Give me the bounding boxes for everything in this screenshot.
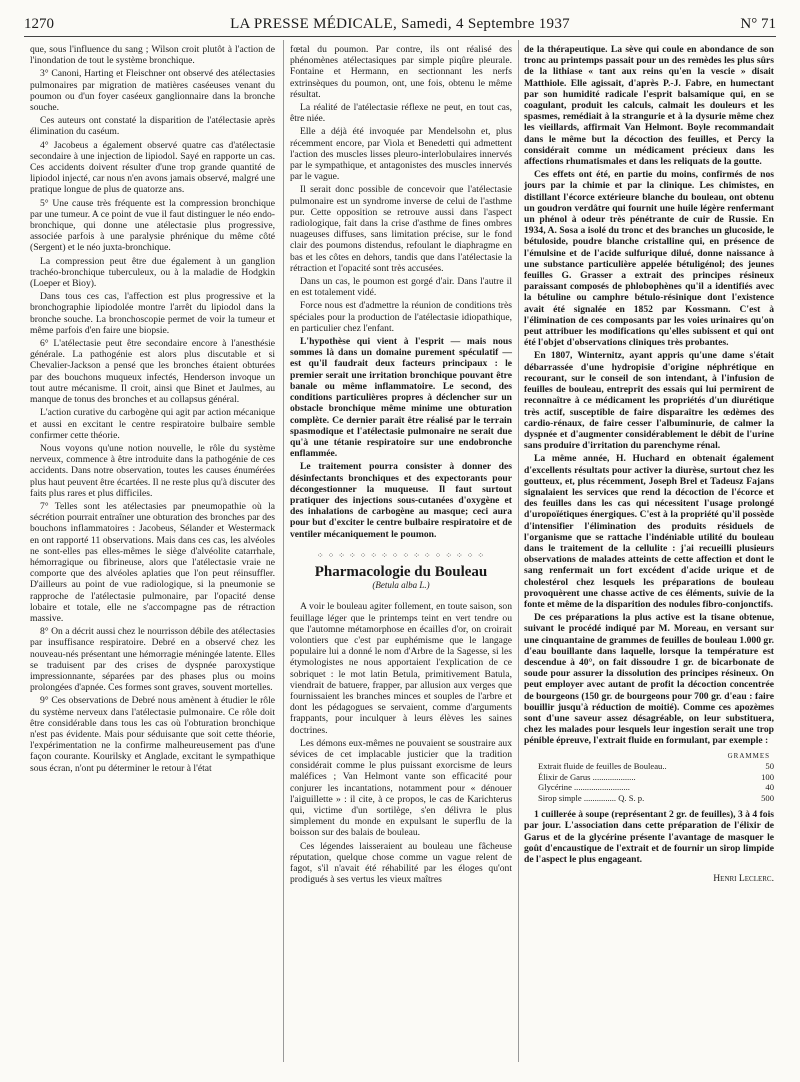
- section-ornament: ⁘ ⁘ ⁘ ⁘ ⁘ ⁘ ⁘ ⁘ ⁘ ⁘ ⁘ ⁘ ⁘ ⁘ ⁘ ⁘: [316, 550, 486, 560]
- paragraph: 1 cuillerée à soupe (représentant 2 gr. de feuilles), 3 à 4 fois par jour. L'association dans cette préparation de l'élixir de Garus et de la glycérine présente l'avantage de masquer le goût d'encaustique de l'extrait et de fournir un sirop limpide de l'aspect le plus engageant.: [524, 809, 774, 865]
- journal-title: LA PRESSE MÉDICALE, Samedi, 4 Septembre 1937: [230, 16, 570, 32]
- paragraph: Dans tous ces cas, l'affection est plus progressive et la bronchographie lipiodolée montre l'arrêt du lipiodol dans la bronche souche. La bronchoscopie permet de voir la tumeur et même parfois d'en faire une biopsie.: [30, 291, 275, 336]
- header-rule: [24, 36, 776, 37]
- paragraph: Ces effets ont été, en partie du moins, confirmés de nos jours par la chimie et par la clinique. Les chimistes, en distillant l'écorce extérieure blanche du bouleau, ont obtenu un goudron verdâtre qui fournit une huile légère renfermant un phénol à odeur très pénétrante de cuir de Russie. En 1934, A. Sosa a isolé du tronc et des branches un glucoside, le bétuloside, poudre blanche cristalline qui, en présence de l'émulsine et de l'acide sulfurique dilué, donne naissance à une substance particulière appelée bétuligénol; des jeunes feuilles G. Grasser a extrait des principes résineux paraissant composés de phlobophènes qu'il a identifiés avec la bétuline ou camphre bétulo-résinique dont l'existence avait été signalée en 1852 par Kossmann. C'est à l'élimination de ces composants par les voies urinaires qu'on peut attribuer les modifications qu'elles subissent et qui ont été l'objet d'observations cliniques très probantes.: [524, 169, 774, 349]
- page-number: 1270: [24, 16, 54, 32]
- paragraph: Dans un cas, le poumon est gorgé d'air. Dans l'autre il en est totalement vidé.: [290, 276, 512, 299]
- unit-header: GRAMMES: [727, 751, 770, 760]
- column-left: [30, 44, 275, 776]
- paragraph: L'action curative du carbogène qui agit par action mécanique et aussi en excitant le centre respiratoire bulbaire semble confirmer cette théorie.: [30, 407, 275, 441]
- paragraph: que, sous l'influence du sang ; Wilson croit plutôt à l'action de l'inondation de tout le système bronchique.: [30, 44, 275, 67]
- article-subtitle: (Betula alba L.): [372, 580, 430, 591]
- paragraph: Le traitement pourra consister à donner des désinfectants bronchiques et des expectorants pour décongestionner la muqueuse. Il faut surtout pratiquer des injections sous-cutanées d'oxygène et des inhalations de carbogène au masque; ceci aura pour but d'exciter le centre bulbaire respiratoire et de ventiler mécaniquement le poumon.: [290, 461, 512, 540]
- column-divider: [283, 40, 284, 1062]
- paragraph: Il serait donc possible de concevoir que l'atélectasie pulmonaire est un syndrome inverse de celui de l'asthme pur. Cette opposition se retrouve aussi dans l'aspect radiologique, fait dans la crise d'asthme de fines ombres nuageuses diffuses, sans limitation précise, sur le fond clair des poumons distendus, refoulant le diaphragme en bas et les côtes en dehors, tandis que dans l'atélectasie la rétraction et l'opacité sont très accusées.: [290, 184, 512, 274]
- column-right: [524, 44, 774, 886]
- paragraph: Ces légendes laisseraient au bouleau une fâcheuse réputation, quelque chose comme un vague relent de fagot, s'il n'avait été réhabilité par les éloges qu'ont prodigués à ses vertus les vieux maîtres: [290, 840, 512, 886]
- prescription-row: Glycérine .......................... 40: [538, 782, 774, 793]
- paragraph: Les démons eux-mêmes ne pouvaient se soustraire aux sévices de cet implacable justicier que la tradition considérait comme le plus puissant exorcisme de leurs maléfices ; Van Helmont vante son efficacité pour conjurer les incantations, notamment pour « dénouer l'aiguillette » : il cite, à ce propos, le cas de Karichterus qui, victime d'un sortilège, s'en délivra le plus simplement du monde en expulsant le superflu de la boisson sur des balais de bouleau.: [290, 737, 512, 839]
- paragraph: Nous voyons qu'une notion nouvelle, le rôle du système nerveux, commence à être introduite dans la pathogénie de ces accidents. Dans notre observation, toutes les causes énumérées plus haut peuvent être écartées. Il ne reste plus qu'à discuter des faits plus rares et plus difficiles.: [30, 442, 275, 499]
- paragraph: 9° Ces observations de Debré nous amènent à étudier le rôle du système nerveux dans l'atélectasie pulmonaire. Ce rôle doit être considérable dans tous les cas où l'obturation bronchique n'est pas évidente. Mais pour séduisante que soit cette théorie, l'expérimentation ne la confirme malheureusement pas d'une façon courante. Kourilsky et Anglade, excitant le sympathique sous écran, n'ont pu déterminer le retour à l'état: [30, 695, 275, 774]
- paragraph: 8° On a décrit aussi chez le nourrisson débile des atélectasies par insuffisance respiratoire. Debré en a observé chez les nouveau-nés présentant une hémorragie méningée latente. Elles se traduisent par des crises de dyspnée paroxystique impressionnante, séparées par des phases plus ou moins prolongées d'apnée. Ces formes sont graves, souvent mortelles.: [30, 626, 275, 694]
- prescription-row: Élixir de Garus .................... 100: [538, 771, 774, 782]
- column-divider: [518, 40, 519, 1062]
- paragraph: Force nous est d'admettre la réunion de conditions très spéciales pour la production de l'atélectasie idiopathique, en particulier chez l'enfant.: [290, 300, 512, 334]
- article-title: Pharmacologie du Bouleau: [314, 563, 488, 580]
- paragraph: 7° Telles sont les atélectasies par pneumopathie où la sécrétion pourrait entraîner une obturation des bronches par des bouchons inflammatoires : Jacobeus, Sélander et Westermack en ont rapporté 11 observations. Mais dans ces cas, les alvéoles ne sont-elles pas elles-mêmes le siège d'alvéolite catarrhale, hémorragique ou fibrineuse, alors que l'atélectasie vraie ne comporte que des alvéoles aplaties que l'on peut réinsuffler. D'ailleurs au point de vue radiologique, si la pneumonie se rapproche de l'atélectasie pulmonaire, par l'opacité dense lobaire et totale, elle ne s'accompagne pas de rétraction massive.: [30, 500, 275, 624]
- prescription-row: Sirop simple ............... Q. S. p. 500: [538, 792, 774, 803]
- paragraph: A voir le bouleau agiter follement, en toute saison, son feuillage léger que le printemps teint en vert tendre ou que l'automne métamorphose en écailles d'or, on croirait volontiers que c'est par euphémisme que le langage populaire lui a donné le nom d'Arbre de la Sagesse, si les étymologistes ne nous apportaient l'explication de ce sobriquet : le mot latin Betula, primitivement Batula, viendrait de batuere, frapper, par allusion aux verges que fournissaient les branches minces et souples de l'arbre et dont les pédagogues se servaient, comme d'arguments frappants, pour inculquer à leurs élèves les saines doctrines.: [290, 601, 512, 736]
- column-middle: [290, 44, 512, 887]
- issue-number: N° 71: [740, 16, 776, 32]
- paragraph: Elle a déjà été invoquée par Mendelsohn et, plus récemment encore, par Viola et Benedetti qui admettent l'action des muscles lisses pleuro-interlobulaires innervés par le sympathique, et antagonistes des muscles innervés par le vague.: [290, 126, 512, 183]
- paragraph: de la thérapeutique. La sève qui coule en abondance de son tronc au printemps passait pour un des remèdes les plus sûrs de la lithiase « tant aux reins qu'en la vescie » disait Matthiole. Elle agissait, d'après P.-J. Fabre, en humectant par son humidité radicale l'esprit balsamique qui, en se coagulant, produit les calculs, calmait les douleurs et les spasmes, remédiait à la strangurie et à la dysurie même chez les vieillards, affirmait Van Helmont. Boyle recommandait dans le même but la décoction des feuilles, et Percy la considérait comme un médicament précieux dans les affections rhumatismales et dans les reliquats de la goutte.: [524, 44, 774, 168]
- paragraph: L'hypothèse qui vient à l'esprit — mais nous sommes là dans un domaine purement spéculatif — est qu'il faudrait deux facteurs principaux : le premier serait une irritation bronchique pouvant être banale ou même inflammatoire. Le second, des conditions particulières propres à déclencher sur un obstacle bronchique même minime une obturation complète. Ce dernier paraît être réalisé par le terrain spasmodique et l'atélectasie pulmonaire ne serait due qu'à une tétanie respiratoire sur une endobronche enflammée.: [290, 336, 512, 460]
- paragraph: De ces préparations la plus active est la tisane obtenue, suivant le procédé indiqué par M. Moreau, en versant sur une cinquantaine de grammes de feuilles de bouleau 1.000 gr. d'eau bouillante dans laquelle, lorsque la température est descendue à 40°, on fait dissoudre 1 gr. de bicarbonate de soude pour assurer la dissolution des principes résineux. On peut employer avec autant de profit la décoction concentrée de bourgeons (150 gr. de bourgeons pour 700 gr. d'eau : faire bouillir jusqu'à réduction de moitié). Comme ces apozèmes sont d'une saveur assez désagréable, on leur substituera, chez les malades pour lesquels leur ingestion serait une trop pénible épreuve, l'extrait fluide en formulant, par exemple :: [524, 612, 774, 747]
- paragraph: Ces auteurs ont constaté la disparition de l'atélectasie après élimination du caséum.: [30, 115, 275, 138]
- paragraph: La même année, H. Huchard en obtenait également d'excellents résultats pour activer la diurèse, surtout chez les goutteux, et, plus récemment, Joseph Brel et Tadeusz Fajans signalaient les services que rend la décoction de l'écorce et des feuilles dans les cas qui nécessitent l'usage prolongé d'uropoïétiques énergiques. C'est à la propriété qu'il possède d'intensifier l'élimination des produits résiduels de l'organisme que se rattache l'indéniable utilité du bouleau dans le traitement de la cellulite : j'ai recueilli plusieurs observations de malades atteints de cette affection et dont le sang renfermait un fort excédent d'acide urique et de cholestérol chez lesquels les préparations de bouleau provoquèrent une chasse active de ces éléments, suivie de la fonte et même de la disparition des nodules fibro-conjonctifs.: [524, 453, 774, 610]
- paragraph: 3° Canoni, Harting et Fleischner ont observé des atélectasies pulmonaires par migration de matières caséeuses venant du poumon ou d'un foyer caséeux ganglionnaire dans la bronche souche.: [30, 68, 275, 114]
- paragraph: La réalité de l'atélectasie réflexe ne peut, en tout cas, être niée.: [290, 102, 512, 125]
- paragraph: fœtal du poumon. Par contre, ils ont réalisé des phénomènes atélectasiques par simple piqûre pleurale. Fontaine et Hermann, en sectionnant les nerfs extrinsèques du poumon, ont, une fois, obtenu le même résultat.: [290, 44, 512, 100]
- prescription-table: [538, 751, 774, 804]
- paragraph: La compression peut être due également à un ganglion trachéo-bronchique tuberculeux, ou à la maladie de Hodgkin (Loeper et Bioy).: [30, 255, 275, 290]
- author-signature: Henri Leclerc.: [713, 873, 774, 885]
- paragraph: 6° L'atélectasie peut être secondaire encore à l'anesthésie générale. La pathogénie est alors plus discutable et si Chevalier-Jackson a pensé que les bronches étaient obturées par des bouchons muqueux infectés, Henderson invoque un tout autre mécanisme. Il croit, ainsi que Binet et Jaulmes, au manque de tonus des bronches et au collapsus général.: [30, 338, 275, 406]
- paragraph: En 1807, Winternitz, ayant appris qu'une dame s'était débarrassée d'une hydropisie d'origine néphrétique en recourant, sur le conseil de son intendant, à l'infusion de feuilles de bouleau, entreprit des essais qui lui permirent de reconnaître à ce médicament les propriétés d'un diurétique très actif, susceptible de faire disparaître les œdèmes des cardio-rénaux, de faire cesser l'albuminurie, de calmer la dyspnée et d'augmenter considérablement le débit de l'urine sans produire d'irritation du parenchyme rénal.: [524, 350, 774, 452]
- prescription-row: Extrait fluide de feuilles de Bouleau.. 50: [538, 761, 774, 772]
- paragraph: 4° Jacobeus a également observé quatre cas d'atélectasie secondaire à une injection de lipiodol. Sayé en rapporte un cas. Ces accidents doivent résulter d'une trop grande quantité de lipiodol injecté, car nous n'en avons jamais observé, malgré une pratique longue de plus de quatorze ans.: [30, 139, 275, 196]
- paragraph: 5° Une cause très fréquente est la compression bronchique par une tumeur. A ce point de vue il faut distinguer le néo endo-bronchique, qui donne une atélectasie plus progressive, associée parfois à une paralysie phrénique du même côté (Sergent) et le néo juxta-bronchique.: [30, 197, 275, 254]
